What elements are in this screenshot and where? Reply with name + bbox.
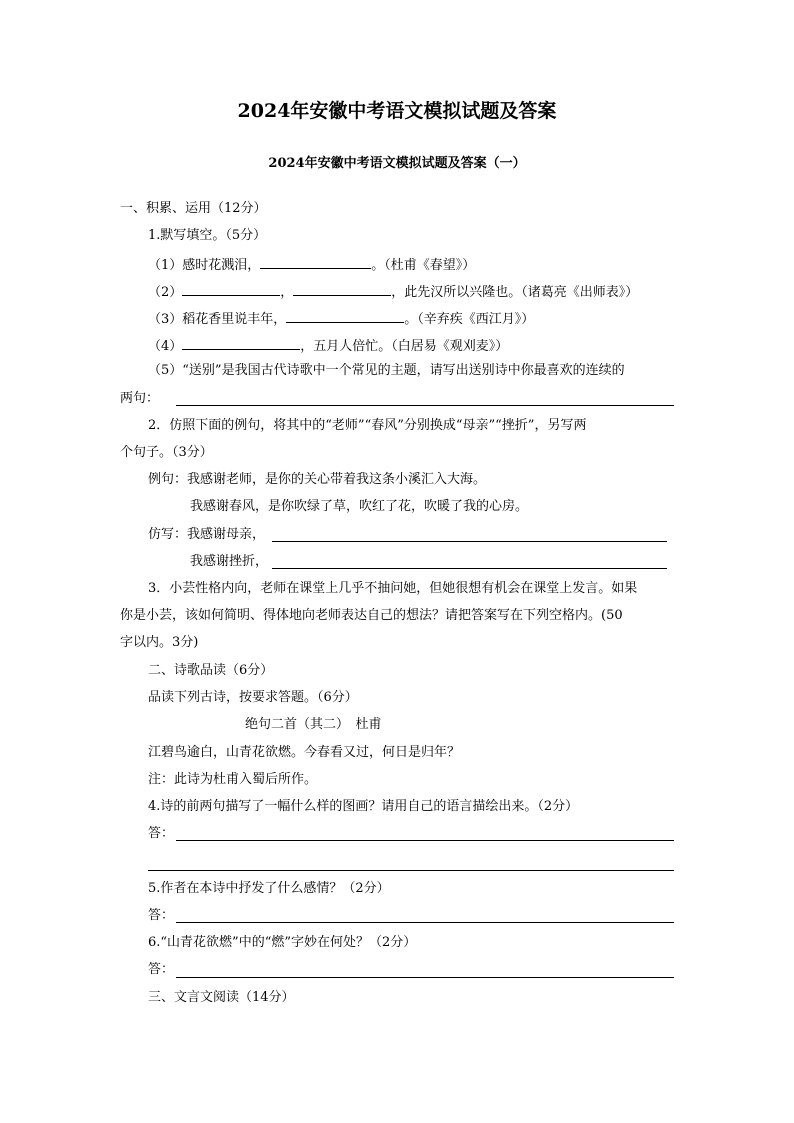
q1-item3-suffix: 。（辛弃疾《西江月》） — [404, 312, 535, 327]
q1-item4-prefix: （4） — [148, 339, 183, 354]
section1-heading: 一、积累、运用（12分） — [120, 201, 267, 216]
q1-item2-suffix: ，此先汉所以兴隆也。（诸葛亮《出师表》） — [391, 285, 639, 300]
q4-answer-label: 答： — [148, 826, 175, 841]
q2-example1: 例句：我感谢老师，是你的关心带着我这条小溪汇入大海。 — [148, 472, 487, 487]
q5-answer-label: 答： — [148, 908, 175, 923]
q2-imitation2-label: 我感谢挫折， — [190, 554, 269, 569]
q1-item3 — [148, 309, 534, 328]
document-title: 2024年安徽中考语文模拟试题及答案 — [237, 100, 557, 122]
q1-item1-blank[interactable] — [260, 255, 371, 269]
q2-imitation1-label: 仿写：我感谢母亲， — [148, 527, 266, 542]
q1-item1 — [148, 255, 475, 274]
q3-line1: 3．小芸性格内向，老师在课堂上几乎不抽问她，但她很想有机会在课堂上发言。如果 — [148, 581, 638, 596]
q2-line2: 个句子。（3分） — [120, 445, 213, 460]
section2-intro: 品读下列古诗，按要求答题。（6分） — [148, 690, 358, 705]
q1-item3-blank[interactable] — [286, 309, 404, 323]
q4-answer-line2[interactable] — [148, 870, 674, 871]
q1-stem: 1.默写填空。（5分） — [148, 228, 267, 243]
q5-answer-line[interactable] — [176, 922, 674, 923]
q1-item5-line2: 两句： — [120, 391, 160, 406]
section2-heading: 二、诗歌品读（6分） — [148, 663, 274, 678]
q2-imitation1-line[interactable] — [272, 541, 667, 542]
document-subtitle: 2024年安徽中考语文模拟试题及答案（一） — [268, 156, 526, 171]
q3-line2: 你是小芸，该如何简明、得体地向老师表达自己的想法？请把答案写在下列空格内。(50 — [120, 608, 623, 623]
q2-line1: 2．仿照下面的例句，将其中的“老师”“春风”分别换成“母亲”“挫折”，另写两 — [148, 418, 587, 433]
q1-item2-blank-b[interactable] — [293, 282, 391, 296]
poem-text: 江碧鸟逾白，山青花欲燃。今春看又过，何日是归年？ — [148, 745, 461, 760]
q3-line3: 字以内。3分) — [120, 635, 199, 650]
q6-answer-line[interactable] — [176, 977, 674, 978]
q4-stem: 4.诗的前两句描写了一幅什么样的图画？请用自己的语言描绘出来。（2分） — [148, 799, 579, 814]
q6-stem: 6.“山青花欲燃”中的“燃”字妙在何处？（2分） — [148, 935, 417, 950]
q1-item2 — [148, 282, 638, 301]
poem-note: 注：此诗为杜甫入蜀后所作。 — [148, 772, 318, 787]
poem-title: 绝句二首（其二） 杜甫 — [245, 717, 382, 732]
q1-item1-prefix: （1）感时花溅泪， — [148, 258, 261, 273]
q1-item2-blank-a[interactable] — [182, 282, 280, 296]
q1-item5-line1: （5）“送别”是我国古代诗歌中一个常见的主题，请写出送别诗中你最喜欢的连续的 — [148, 363, 625, 378]
q1-item3-prefix: （3）稻花香里说丰年， — [148, 312, 287, 327]
section3-heading: 三、文言文阅读（14分） — [148, 990, 295, 1005]
q1-item5-answer-line[interactable] — [176, 405, 674, 406]
q1-item4-suffix: ，五月人倍忙。（白居易《观刈麦》） — [300, 339, 509, 354]
q1-item2-prefix: （2） — [148, 285, 183, 300]
q2-imitation2-line[interactable] — [272, 568, 667, 569]
q6-answer-label: 答： — [148, 962, 175, 977]
q1-item2-middle: ， — [280, 285, 294, 300]
q1-item1-suffix: 。（杜甫《春望》） — [371, 258, 476, 273]
q1-item4 — [148, 336, 508, 355]
q4-answer-line1[interactable] — [176, 840, 674, 841]
q5-stem: 5.作者在本诗中抒发了什么感情？（2分） — [148, 881, 390, 896]
q2-example2: 我感谢春风，是你吹绿了草，吹红了花，吹暖了我的心房。 — [190, 499, 529, 514]
q1-item4-blank[interactable] — [182, 336, 300, 350]
